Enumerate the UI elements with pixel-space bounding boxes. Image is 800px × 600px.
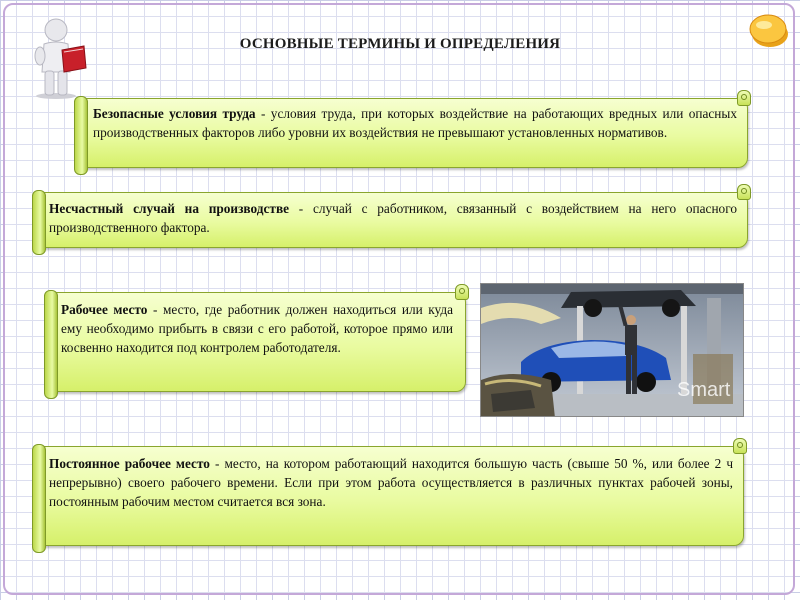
gold-coin-icon [746, 10, 790, 50]
definition-text: - место, где работник должен находиться или куда ему необходимо прибыть в связи с его работой, которое прямо или косвенно находится под контролем работодателя. [61, 302, 454, 355]
definition-scroll-workplace [50, 292, 466, 392]
definition-scroll-safe-conditions [80, 98, 748, 168]
term: Несчастный случай на производстве [49, 201, 290, 216]
garage-photo [480, 283, 744, 417]
definition-text: - условия труда, при которых воздействие на работающих вредных или опасных производственных факторов либо уровни их воздействия не превышают установленных нормативов. [93, 106, 738, 140]
photo-watermark: Smart [677, 379, 731, 401]
definition-scroll-permanent-workplace [38, 446, 744, 546]
term: Постоянное рабочее место [49, 456, 210, 471]
person-with-book-icon [26, 16, 96, 100]
definition-scroll-accident [38, 192, 748, 248]
term: Безопасные условия труда [93, 106, 256, 121]
definition-text: - место, на котором работающий находится большую часть (свыше 50 %, или более 2 ч непрерывно) своего рабочего времени. Если при этом работа осуществляется в различных пунктах рабочей зоны, постоянным рабочим местом считается вся зона. [49, 456, 734, 509]
page-title: ОСНОВНЫЕ ТЕРМИНЫ И ОПРЕДЕЛЕНИЯ [239, 36, 561, 52]
term: Рабочее место [61, 302, 148, 317]
definition-text: - случай с работником, связанный с воздействием на него опасного производственного фактора. [49, 201, 737, 235]
